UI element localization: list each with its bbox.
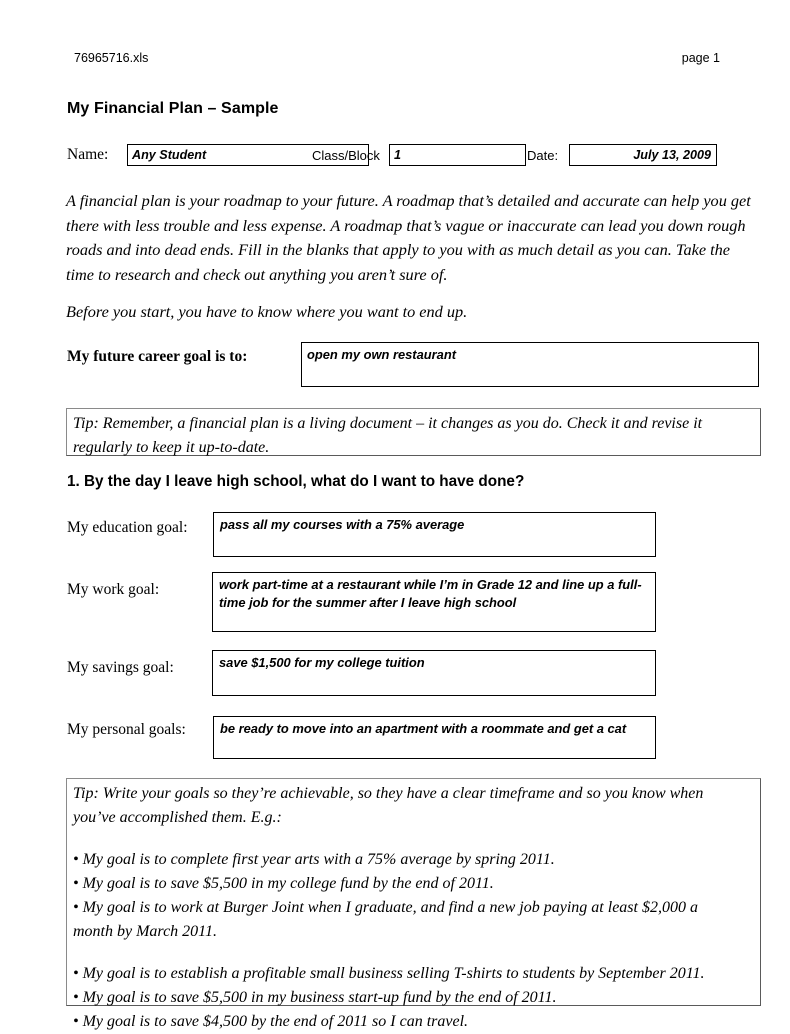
work-goal-label: My work goal: bbox=[67, 581, 160, 598]
education-goal-label: My education goal: bbox=[67, 519, 188, 536]
class-block-label: Class/Block bbox=[312, 148, 380, 163]
career-goal-label: My future career goal is to: bbox=[67, 348, 248, 365]
question-1-heading: 1. By the day I leave high school, what do I want to have done? bbox=[67, 473, 525, 490]
class-block-field[interactable]: 1 bbox=[389, 144, 526, 166]
date-label: Date: bbox=[527, 148, 559, 163]
tip-bottom-lead-line-1: Tip: Write your goals so they’re achievable, so they have a clear timeframe and so you know when bbox=[73, 785, 704, 802]
tip-box-top: Tip: Remember, a financial plan is a living document – it changes as you do. Check it and revise it regularly to keep it up-to-date. bbox=[66, 408, 761, 456]
savings-goal-label: My savings goal: bbox=[67, 659, 174, 676]
tip-bottom-bullet-5: • My goal is to save $5,500 in my business start-up fund by the end of 2011. bbox=[73, 989, 557, 1006]
header-file-name: 76965716.xls bbox=[74, 51, 149, 65]
career-goal-field[interactable]: open my own restaurant bbox=[301, 342, 759, 387]
personal-goals-label: My personal goals: bbox=[67, 721, 186, 738]
name-label: Name: bbox=[67, 146, 109, 163]
intro-paragraph: A financial plan is your roadmap to your future. A roadmap that’s detailed and accurate can help you get there with less trouble and less expense. A roadmap that’s vague or inaccurate can lead you down rough roads and into dead ends. Fill in the blanks that apply to you with as much detail as you can. Take the time to research and check out anything you aren’t sure of. bbox=[66, 191, 751, 284]
tip-bottom-bullet-3: • My goal is to work at Burger Joint when I graduate, and find a new job paying at least $2,000 a bbox=[73, 899, 698, 916]
personal-goals-field[interactable]: be ready to move into an apartment with a roommate and get a cat bbox=[213, 716, 656, 759]
tip-box-bottom bbox=[66, 778, 761, 1030]
date-field[interactable]: July 13, 2009 bbox=[569, 144, 717, 166]
tip-bottom-bullet-2: • My goal is to save $5,500 in my college fund by the end of 2011. bbox=[73, 875, 494, 892]
identity-row bbox=[67, 144, 727, 168]
header-page-number: page 1 bbox=[681, 51, 720, 65]
tip-bottom-bullet-4: • My goal is to establish a profitable small business selling T-shirts to students by September 2011. bbox=[73, 965, 705, 982]
education-goal-field[interactable]: pass all my courses with a 75% average bbox=[213, 512, 656, 557]
savings-goal-field[interactable]: save $1,500 for my college tuition bbox=[212, 650, 656, 696]
tip-bottom-spacer-1 bbox=[73, 830, 754, 848]
tip-bottom-spacer-2 bbox=[73, 944, 754, 962]
before-you-start-paragraph: Before you start, you have to know where you want to end up. bbox=[66, 302, 468, 321]
tip-bottom-bullet-6: • My goal is to save $4,500 by the end of 2011 so I can travel. bbox=[73, 1013, 469, 1030]
tip-bottom-bullet-1: • My goal is to complete first year arts with a 75% average by spring 2011. bbox=[73, 851, 555, 868]
work-goal-field[interactable]: work part-time at a restaurant while I’m in Grade 12 and line up a full-time job for the summer after I leave high school bbox=[212, 572, 656, 632]
page-title: My Financial Plan – Sample bbox=[67, 100, 279, 117]
name-field[interactable]: Any Student bbox=[127, 144, 369, 166]
tip-bottom-lead-line-2: you’ve accomplished them. E.g.: bbox=[73, 809, 282, 826]
tip-bottom-bullet-3-continued: month by March 2011. bbox=[73, 923, 217, 940]
